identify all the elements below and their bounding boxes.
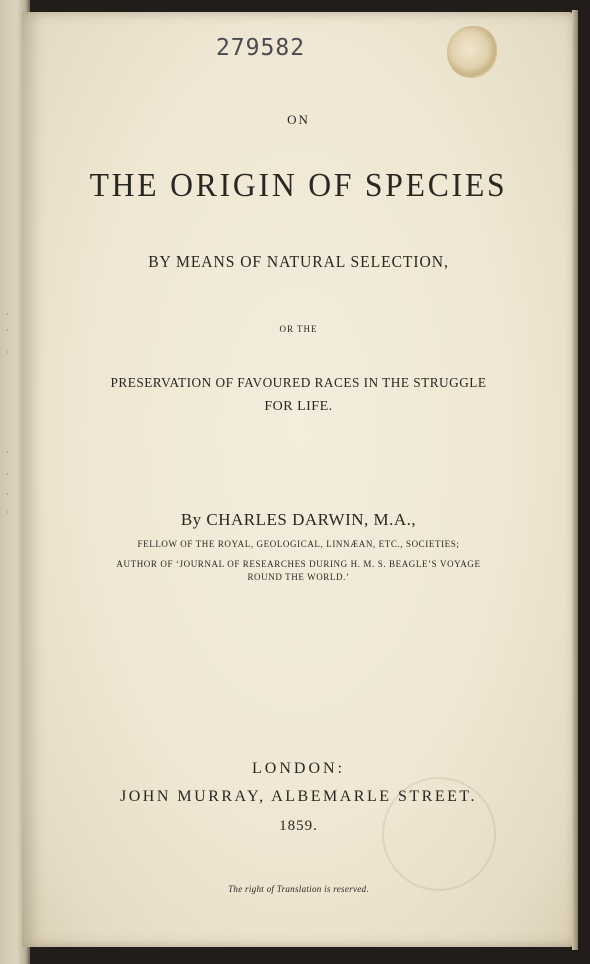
imprint-city: LONDON: bbox=[252, 760, 345, 777]
imprint-year: 1859. bbox=[279, 818, 318, 834]
or-the-label: OR THE bbox=[279, 324, 318, 334]
credentials-line-2: AUTHOR OF ‘JOURNAL OF RESEARCHES DURING H. M. S. BEAGLE’S VOYAGE bbox=[116, 559, 481, 569]
facing-page-mark: · bbox=[6, 490, 9, 499]
main-title: THE ORIGIN OF SPECIES bbox=[89, 167, 508, 204]
rights-notice: The right of Translation is reserved. bbox=[228, 884, 369, 894]
facing-page-mark: · bbox=[6, 326, 9, 335]
subtitle: BY MEANS OF NATURAL SELECTION, bbox=[148, 252, 449, 271]
facing-page-mark: · bbox=[6, 470, 9, 479]
title-page bbox=[22, 12, 575, 947]
on-label: ON bbox=[287, 112, 310, 127]
author-line: By CHARLES DARWIN, M.A., bbox=[180, 510, 417, 529]
facing-page-mark: · bbox=[6, 508, 9, 517]
alternate-title-line-1: PRESERVATION OF FAVOURED RACES IN THE STRUGGLE bbox=[110, 376, 487, 391]
page-fore-edge bbox=[572, 10, 578, 950]
facing-page-mark: · bbox=[6, 310, 9, 319]
credentials-line-1: FELLOW OF THE ROYAL, GEOLOGICAL, LINNÆAN, ETC., SOCIETIES; bbox=[137, 539, 460, 549]
facing-page-mark: · bbox=[6, 348, 9, 357]
credentials-line-3: ROUND THE WORLD.’ bbox=[247, 572, 350, 582]
imprint-publisher: JOHN MURRAY, ALBEMARLE STREET. bbox=[120, 788, 477, 805]
facing-page-mark: · bbox=[6, 448, 9, 457]
accession-number: 279582 bbox=[215, 35, 306, 61]
alternate-title-line-2: FOR LIFE. bbox=[264, 399, 333, 414]
